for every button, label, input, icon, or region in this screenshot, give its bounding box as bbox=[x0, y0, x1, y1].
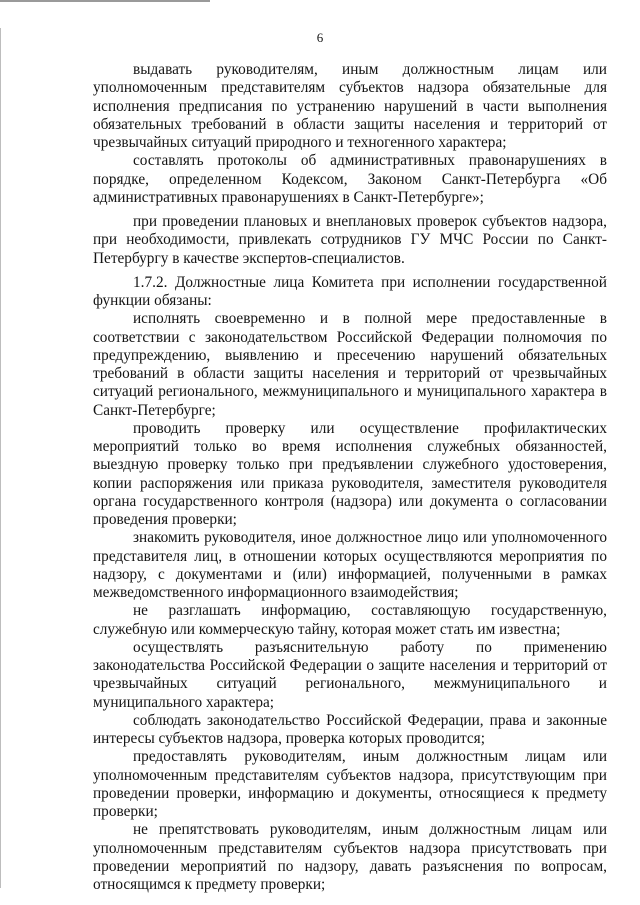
paragraph-exercise-powers: исполнять своевременно и в полной мере предоставленные в соответствии с законодательством Российской Федерации полномочия по предупреждению, выявлению и пресечению нарушений обязательных требований в области защиты населения и территорий от чрезвычайных ситуаций регионального, межмуниципального и муниципального характера в Санкт-Петербурге; bbox=[93, 310, 607, 419]
paragraph-section-1-7-2: 1.7.2. Должностные лица Комитета при исполнении государственной функции обязаны: bbox=[93, 273, 607, 309]
document-body bbox=[93, 61, 607, 894]
paragraph-not-obstruct: не препятствовать руководителям, иным должностным лицам или уполномоченным представителям субъектов надзора присутствовать при проведении мероприятий по надзору, давать разъяснения по вопросам, относящимся к предмету проверки; bbox=[93, 821, 607, 893]
paragraph-observe-law: соблюдать законодательство Российской Федерации, права и законные интересы субъектов надзора, проверка которых проводится; bbox=[93, 711, 607, 747]
page-number: 6 bbox=[316, 30, 324, 45]
paragraph-explanatory-work: осуществлять разъяснительную работу по применению законодательства Российской Федерации о защите населения и территорий от чрезвычайных ситуаций регионального, межмуниципального и муниципального характера; bbox=[93, 638, 607, 711]
paragraph-familiarize: знакомить руководителя, иное должностное лицо или уполномоченного представителя лиц, в отношении которых осуществляются мероприятия по надзору, с документами и (или) информацией, полученными в рамках межведомственного информационного взаимодействия; bbox=[93, 529, 607, 601]
paragraph-conduct-inspection: проводить проверку или осуществление профилактических мероприятий только во время исполнения служебных обязанностей, выездную проверку только при предъявлении служебного удостоверения, копии распоряжения или приказа руководителя, заместителя руководителя органа государственного контроля (надзора) или документа о согласовании проведения проверки; bbox=[93, 419, 607, 528]
paragraph-provide-information: предоставлять руководителям, иным должностным лицам или уполномоченным представителям субъектов надзора, присутствующим при проведении проверки, информацию и документы, относящиеся к предмету проверки; bbox=[93, 748, 607, 820]
scan-edge-top bbox=[0, 0, 210, 2]
paragraph-draw-protocols: составлять протоколы об административных правонарушениях в порядке, определенном Кодексом, Законом Санкт-Петербурга «Об административных правонарушениях в Санкт-Петербурге»; bbox=[93, 152, 607, 206]
scan-edge-left bbox=[0, 28, 1, 888]
paragraph-issue-orders: выдавать руководителям, иным должностным лицам или уполномоченным представителям субъектов надзора обязательные для исполнения предписания по устранению нарушений в части выполнения обязательных требований в области защиты населения и территорий от чрезвычайных ситуаций природного и техногенного характера; bbox=[93, 61, 607, 151]
paragraph-involve-experts: при проведении плановых и внеплановых проверок субъектов надзора, при необходимости, привлекать сотрудников ГУ МЧС России по Санкт-Петербургу в качестве экспертов-специалистов. bbox=[93, 213, 607, 267]
paragraph-no-disclosure: не разглашать информацию, составляющую государственную, служебную или коммерческую тайну, которая может стать им известна; bbox=[93, 602, 607, 638]
